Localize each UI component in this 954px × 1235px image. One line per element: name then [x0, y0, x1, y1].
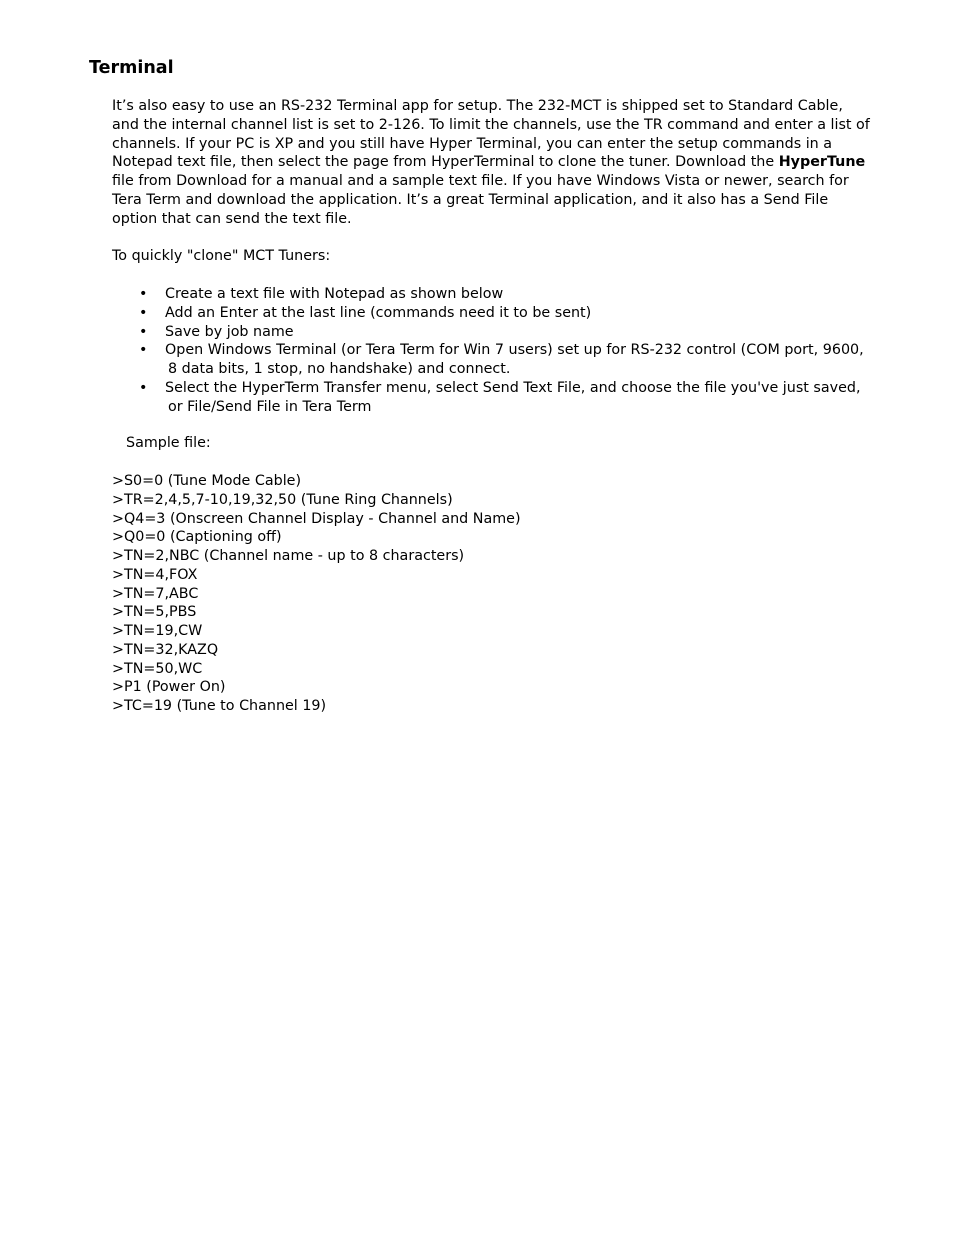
clone-steps-list: [112, 285, 872, 417]
clone-intro-text: To quickly "clone" MCT Tuners:: [112, 248, 331, 264]
hypertune-bold-term: HyperTune: [778, 154, 866, 171]
step-text: Select the HyperTerm Transfer menu, select Send Text File, and choose the file you've just saved, or File/Send File in Tera Term: [165, 379, 861, 415]
sample-line: >TN=50,WC: [112, 660, 203, 677]
list-item: [112, 323, 872, 342]
sample-line: >TR=2,4,5,7-10,19,32,50 (Tune Ring Channels): [112, 491, 453, 508]
sample-file-lines: [112, 472, 521, 716]
sample-line: >S0=0 (Tune Mode Cable): [112, 473, 302, 489]
sample-line: >P1 (Power On): [112, 679, 226, 696]
sample-line: >TN=19,CW: [112, 623, 203, 639]
intro-text-end: file from Download for a manual and a sample text file. If you have Windows Vista or newer, search for Tera Term and download the application. It’s a great Terminal application, and it also has a Send File option that can send the text file.: [112, 173, 849, 227]
sample-line: >TN=32,KAZQ: [112, 641, 219, 658]
intro-text-start: It’s also easy to use an RS-232 Terminal app for setup. The 232-MCT is shipped set to Standard Cable, and the internal channel list is set to 2-126. To limit the channels, use the TR command and enter a list of channels. If your PC is XP and you still have Hyper Terminal, you can enter the setup commands in a Notepad text file, then select the page from HyperTerminal to clone the tuner. Download the: [112, 98, 870, 171]
sample-line: >Q4=3 (Onscreen Channel Display - Channel and Name): [112, 510, 521, 527]
bullet-icon: •: [139, 379, 148, 396]
bullet-icon: •: [139, 286, 148, 302]
list-item: [112, 379, 872, 417]
bullet-icon: •: [139, 342, 148, 359]
sample-file-label: Sample file:: [126, 435, 211, 451]
step-text: Open Windows Terminal (or Tera Term for Win 7 users) set up for RS-232 control (COM port, 9600, 8 data bits, 1 stop, no handshake) and connect.: [165, 342, 864, 378]
sample-line: >TN=4,FOX: [112, 566, 198, 583]
sample-line: >TC=19 (Tune to Channel 19): [112, 698, 327, 714]
list-item: [112, 341, 872, 379]
sample-line: >TN=7,ABC: [112, 585, 199, 602]
intro-paragraph: [112, 97, 872, 229]
bullet-icon: •: [139, 323, 148, 340]
list-item: [112, 285, 872, 304]
step-text: Create a text file with Notepad as shown below: [165, 286, 504, 302]
bullet-icon: •: [139, 304, 148, 321]
section-heading: Terminal: [89, 58, 174, 78]
sample-line: >TN=2,NBC (Channel name - up to 8 characters): [112, 548, 465, 564]
sample-line: >TN=5,PBS: [112, 604, 197, 621]
list-item: [112, 304, 872, 323]
step-text: Save by job name: [165, 323, 294, 340]
sample-line: >Q0=0 (Captioning off): [112, 529, 282, 546]
step-text: Add an Enter at the last line (commands need it to be sent): [165, 304, 592, 321]
